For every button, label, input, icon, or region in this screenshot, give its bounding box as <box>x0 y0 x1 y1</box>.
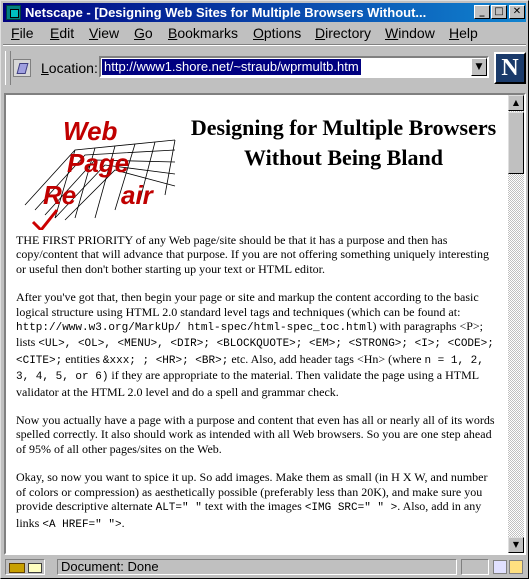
logo-word-web: Web <box>63 116 118 146</box>
title-bar[interactable] <box>3 3 526 22</box>
web-page-repair-logo <box>15 110 183 230</box>
content-viewport <box>4 93 526 555</box>
article-body <box>16 233 498 546</box>
maximize-button[interactable]: □ <box>491 5 507 19</box>
menu-window[interactable]: Window <box>385 25 435 41</box>
location-dropdown-button[interactable]: ▼ <box>471 58 487 76</box>
vertical-scrollbar[interactable] <box>508 95 524 553</box>
page-title: Designing for Multiple Browsers Without Being Bland <box>190 115 497 170</box>
bookmark-page-icon[interactable] <box>13 59 31 77</box>
question-icon[interactable] <box>509 560 523 574</box>
minimize-button[interactable]: _ <box>474 5 490 19</box>
menu-view[interactable]: View <box>89 25 120 41</box>
scroll-down-button[interactable]: ▼ <box>508 537 524 553</box>
logo-word-air: air <box>121 180 153 210</box>
menu-file[interactable]: File <box>11 25 34 41</box>
paragraph-3: Now you actually have a page with a purpose and content that even has all or nearly all of its words spelled correctly. It also should work as intended with all Web browsers. So you are one step ahead of 95% of all other pages/sites on the Web. <box>16 413 495 456</box>
paragraph-2: After you've got that, then begin your page or site and markup the content according to the basic logical structure using HTML 2.0 standard level tags and techniques (which can be found at: http://www.w3.org/MarkUp/ html-spec/html-spec_toc.html) with paragraphs <P>; lists <UL>, <OL>, <MENU>, <DIR>; <BLOCKQUOTE>; <EM>; <STRONG>; <I>; <CODE>; <CITE>; entities &xxx; ; <HR>; <BR>; etc. Also, add header tags <Hn> (where n = 1, 2, 3, 4, 5, or 6) if they are appropriate to the material. Then validate the page using a HTML validator at the HTML 2.0 level and do a spell and grammar check. <box>16 290 494 399</box>
w3c-spec-link[interactable]: http://www.w3.org/MarkUp/ html-spec/html-spec_toc.html <box>16 322 373 335</box>
logo-word-page: Page <box>67 148 130 178</box>
location-toolbar <box>3 47 526 91</box>
menu-help[interactable]: Help <box>449 25 478 41</box>
location-input[interactable] <box>99 56 489 78</box>
paragraph-4: Okay, so now you want to spice it up. So add images. Make them as small (in H X W, and number of colors or compression) as aesthetically possible (preferably less than 20K), and make sure you provide descriptive alternate ALT=" " text with the images <IMG SRC=" " >. Also, add in any links <A HREF=" ">. <box>16 470 488 531</box>
progress-field <box>461 559 489 575</box>
menu-options[interactable]: Options <box>253 25 302 41</box>
web-page <box>6 95 508 553</box>
menu-edit[interactable]: Edit <box>50 25 75 41</box>
menu-go[interactable]: Go <box>134 25 153 41</box>
menu-directory[interactable]: Directory <box>315 25 372 41</box>
menu-bar <box>3 23 526 43</box>
netscape-logo-icon[interactable]: N <box>494 52 526 84</box>
netscape-app-icon[interactable] <box>6 5 21 20</box>
menu-bookmarks[interactable]: Bookmarks <box>168 25 239 41</box>
menu-separator <box>3 44 526 46</box>
toolbar-grip[interactable] <box>5 51 11 85</box>
mail-icon[interactable] <box>493 560 507 574</box>
scrollbar-thumb[interactable] <box>508 112 524 174</box>
location-url-text[interactable]: http://www1.shore.net/~straub/wprmultb.htm <box>104 59 359 74</box>
security-key-icon[interactable] <box>5 559 45 575</box>
status-text: Document: Done <box>57 559 457 575</box>
paragraph-1: THE FIRST PRIORITY of any Web page/site should be that it has a purpose and then has copy/content that will advance that purpose. If you are not offering something uniquely interesting or useful then don't bother starting up your text or HTML editor. <box>16 233 489 276</box>
status-bar <box>3 557 526 577</box>
scroll-up-button[interactable]: ▲ <box>508 95 524 111</box>
window-title: Netscape - [Designing Web Sites for Multiple Browsers Without... <box>25 5 427 20</box>
location-label: Location: <box>41 60 98 76</box>
logo-word-re: Re <box>43 180 77 210</box>
close-button[interactable]: ✕ <box>509 5 525 19</box>
